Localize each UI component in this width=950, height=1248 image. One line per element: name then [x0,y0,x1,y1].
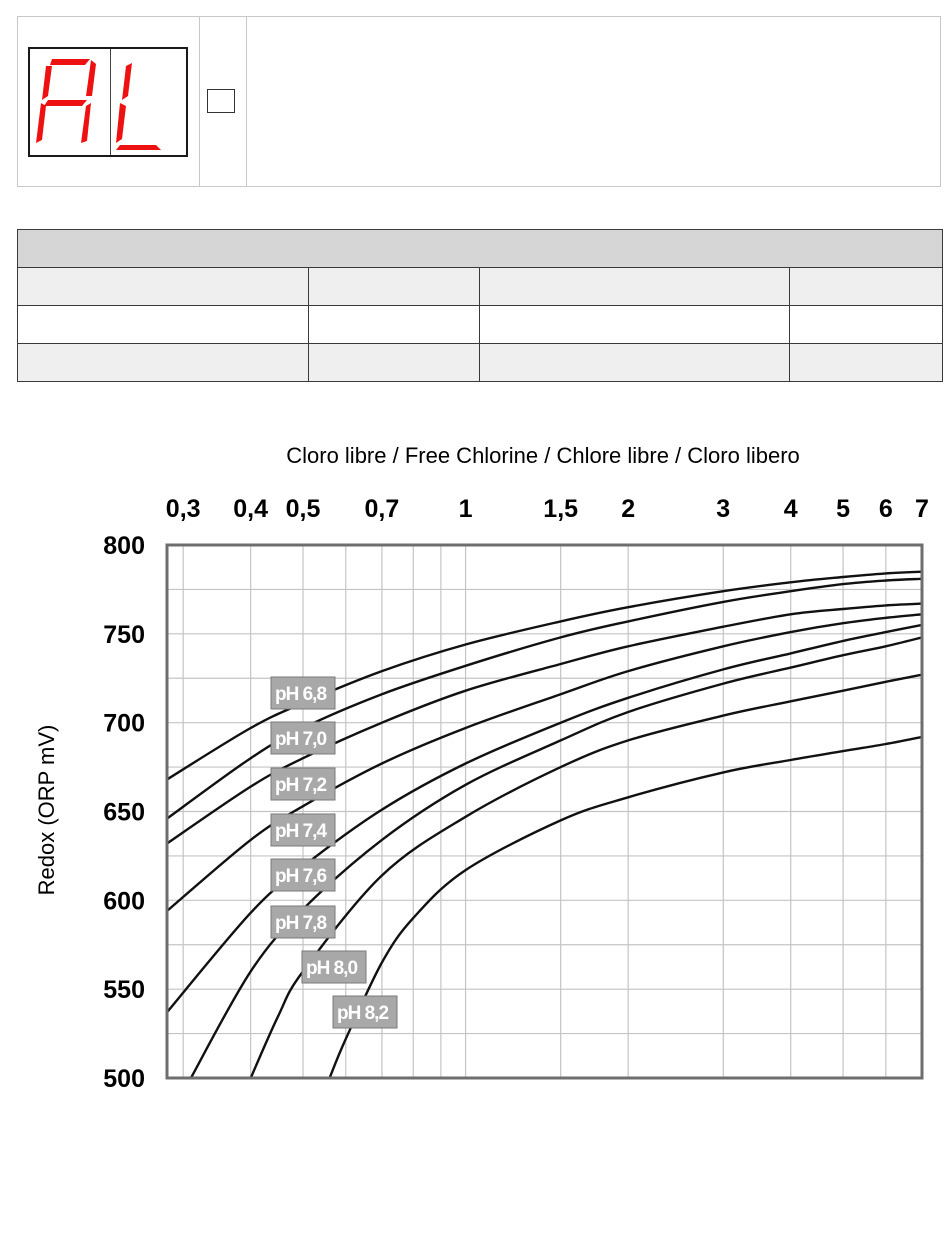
x-tick-label: 0,7 [364,495,400,523]
table-cell [18,268,309,306]
table-cell [480,344,790,382]
table-header-row [18,230,943,268]
table-row [18,306,943,344]
x-tick-label: 0,4 [233,495,269,523]
y-tick-label: 700 [103,709,145,738]
alarm-code-display-icon [30,49,186,155]
x-tick-label: 4 [783,495,798,523]
table-cell [309,268,480,306]
y-tick-label: 750 [103,620,145,649]
x-tick-label: 3 [716,495,731,523]
panel-divider [199,17,200,186]
x-tick-label: 1,5 [543,495,579,523]
x-axis-title: Cloro libre / Free Chlorine / Chlore libre / Cloro libero [286,443,800,468]
series-label-text: pH 7,8 [275,913,327,934]
alarm-checkbox[interactable] [207,89,235,113]
orp-chlorine-chart [0,400,950,1100]
table-cell [790,268,943,306]
series-label [302,951,366,983]
series-label [271,677,335,709]
y-tick-label: 550 [103,976,145,1005]
series-label [271,906,335,938]
series-label [271,859,335,891]
panel-divider [246,17,247,186]
x-tick-label: 6 [878,495,893,523]
series-label [271,814,335,846]
series-label-text: pH 7,2 [275,775,327,796]
x-tick-label: 0,3 [165,495,201,523]
series-label [271,768,335,800]
series-label [333,996,397,1028]
x-tick-label: 7 [915,495,929,523]
x-tick-label: 5 [836,495,851,523]
series-label-text: pH 8,0 [306,958,358,979]
alarm-panel [17,16,941,187]
table-cell [309,344,480,382]
series-label-text: pH 8,2 [337,1003,389,1024]
table-row [18,344,943,382]
series-label-text: pH 6,8 [275,684,327,705]
info-table [17,229,943,382]
table-cell [309,306,480,344]
x-tick-label: 2 [621,495,636,523]
table-cell [18,306,309,344]
series-label-text: pH 7,0 [275,729,327,750]
alarm-seven-segment-display [28,47,188,157]
y-tick-label: 800 [103,532,145,560]
table-cell [480,306,790,344]
table-cell [18,344,309,382]
y-tick-label: 500 [103,1065,145,1093]
table-row [18,268,943,306]
x-tick-label: 1 [458,495,473,523]
y-axis-title: Redox (ORP mV) [34,724,59,896]
series-label-text: pH 7,6 [275,866,327,887]
series-label-text: pH 7,4 [275,821,327,842]
y-tick-label: 650 [103,798,145,827]
table-cell [790,306,943,344]
series-label [271,722,335,754]
y-tick-label: 600 [103,887,145,916]
x-tick-label: 0,5 [285,495,321,523]
table-header-cell [18,230,943,268]
table-cell [480,268,790,306]
table-cell [790,344,943,382]
